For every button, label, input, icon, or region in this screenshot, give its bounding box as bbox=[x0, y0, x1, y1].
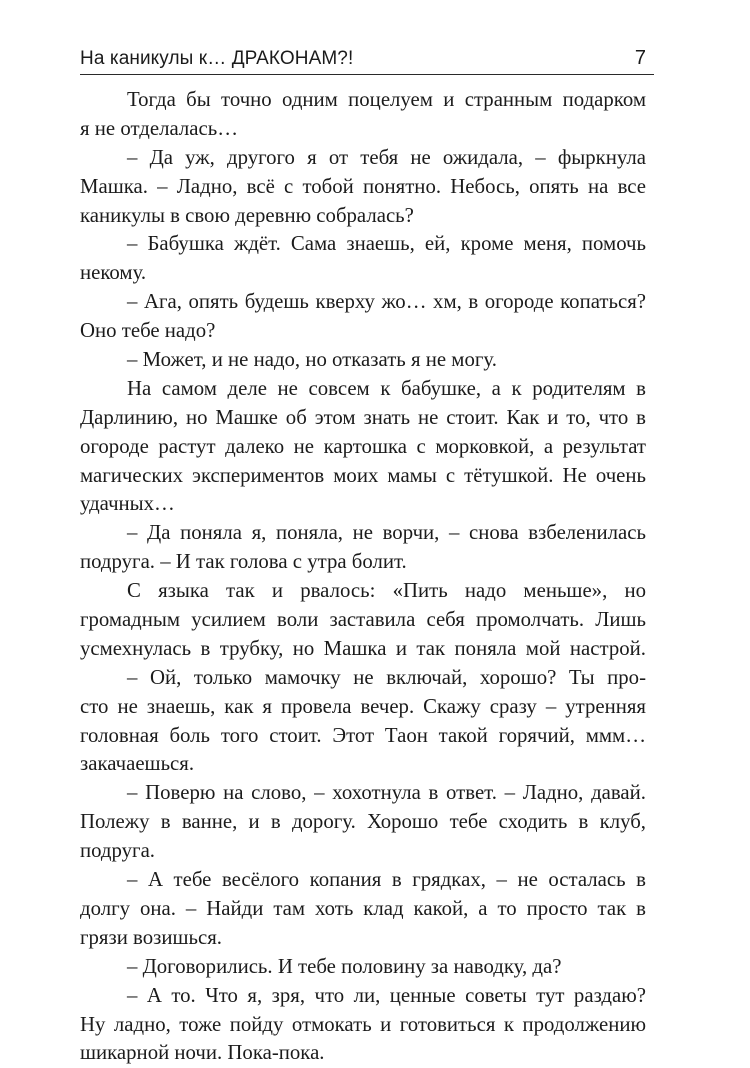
text-line: долгу она. – Найди там хоть клад какой, а то просто так в bbox=[80, 896, 646, 920]
text-line: усмехнулась в трубку, но Машка и так поняла мой настрой. bbox=[80, 636, 646, 660]
paragraph bbox=[80, 375, 646, 519]
text-line: – Бабушка ждёт. Сама знаешь, ей, кроме меня, помочь bbox=[127, 232, 646, 256]
text-line: закачаешься. bbox=[80, 752, 195, 776]
page-number: 7 bbox=[634, 47, 646, 69]
text-line: С языка так и рвалось: «Пить надо меньше», но bbox=[127, 579, 646, 603]
paragraph bbox=[80, 982, 646, 1068]
paragraph bbox=[80, 866, 646, 953]
paragraph bbox=[80, 953, 646, 982]
text-line: шикарной ночи. Пока-пока. bbox=[80, 1041, 325, 1065]
text-line: – Договорились. И тебе половину за наводку, да? bbox=[127, 954, 562, 978]
text-line: сто не знаешь, как я провела вечер. Скажу сразу – утренняя bbox=[80, 694, 646, 718]
text-line: магических экспериментов моих мамы с тётушкой. Не очень bbox=[80, 463, 646, 487]
paragraph bbox=[80, 519, 646, 577]
text-line: Тогда бы точно одним поцелуем и странным подарком bbox=[127, 88, 646, 111]
text-line: огороде растут далеко не картошка с морковкой, а результат bbox=[80, 434, 646, 458]
paragraph bbox=[80, 577, 646, 664]
text-line: громадным усилием воли заставила себя промолчать. Лишь bbox=[80, 608, 646, 632]
text-line: головная боль того стоит. Этот Таон такой горячий, ммм… bbox=[80, 723, 646, 747]
paragraph bbox=[80, 779, 646, 866]
text-line: каникулы в свою деревню собралась? bbox=[80, 203, 414, 227]
text-line: – Может, и не надо, но отказать я не могу. bbox=[127, 348, 497, 372]
text-line: На самом деле не совсем к бабушке, а к родителям в bbox=[127, 376, 646, 400]
paragraph bbox=[80, 144, 646, 231]
paragraph bbox=[80, 86, 646, 144]
text-line: – Да поняла я, поняла, не ворчи, – снова взбеленилась bbox=[127, 521, 646, 545]
paragraph bbox=[80, 664, 646, 780]
text-line: Дарлинию, но Машке об этом знать не стоит. Как и то, что в bbox=[80, 405, 646, 429]
text-line: – Да уж, другого я от тебя не ожидала, – фыркнула bbox=[127, 145, 646, 169]
text-line: подруга. bbox=[80, 839, 155, 863]
text-line: я не отделалась… bbox=[80, 116, 238, 140]
paragraph bbox=[80, 288, 646, 346]
text-line: – Ой, только мамочку не включай, хорошо? Ты про- bbox=[127, 665, 646, 689]
running-head bbox=[80, 44, 654, 75]
text-line: Оно тебе надо? bbox=[80, 319, 216, 343]
text-line: Ну ладно, тоже пойду отмокать и готовиться к продолжению bbox=[80, 1012, 646, 1036]
body-text bbox=[80, 86, 646, 1068]
text-line: грязи возишься. bbox=[80, 925, 222, 949]
text-line: – А то. Что я, зря, что ли, ценные советы тут раздаю? bbox=[127, 983, 646, 1007]
paragraph bbox=[80, 346, 646, 375]
text-line: подруга. – И так голова с утра болит. bbox=[80, 550, 407, 574]
text-line: – А тебе весёлого копания в грядках, – не осталась в bbox=[127, 868, 646, 892]
text-line: Полежу в ванне, и в дорогу. Хорошо тебе сходить в клуб, bbox=[80, 810, 646, 834]
text-line: некому. bbox=[80, 261, 147, 285]
text-line: удачных… bbox=[80, 492, 175, 516]
running-title: На каникулы к… ДРАКОНАМ?! bbox=[80, 48, 354, 69]
text-line: – Ага, опять будешь кверху жо… хм, в огороде копаться? bbox=[127, 290, 646, 314]
text-line: Машка. – Ладно, всё с тобой понятно. Небось, опять на все bbox=[80, 174, 646, 198]
text-line: – Поверю на слово, – хохотнула в ответ. – Ладно, давай. bbox=[127, 781, 646, 805]
paragraph bbox=[80, 230, 646, 288]
